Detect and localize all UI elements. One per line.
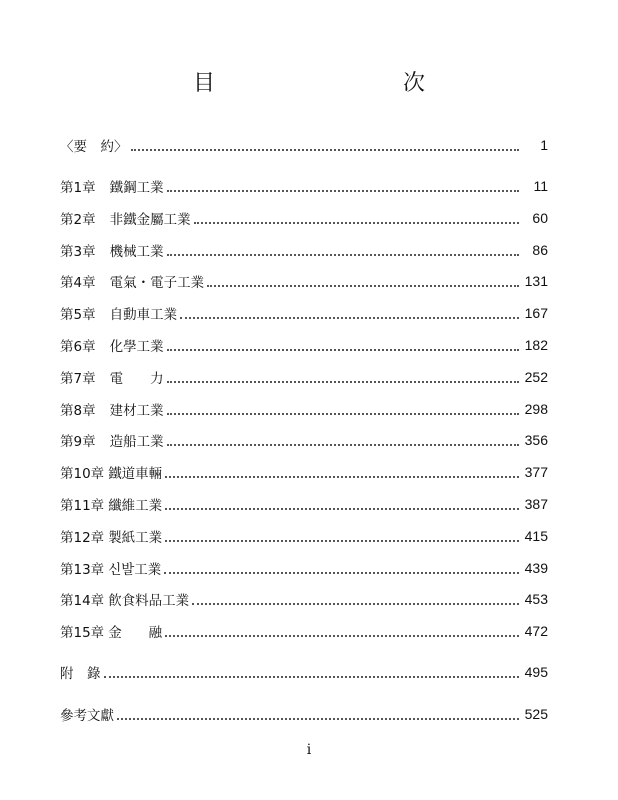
chapter-title: 金 融 xyxy=(108,625,163,642)
dot-leader xyxy=(194,210,519,224)
chapter-number: 第1章 xyxy=(60,180,96,196)
chapter-title: 鐵道車輛 xyxy=(108,466,163,483)
table-of-contents xyxy=(60,0,548,800)
toc-page-number: 298 xyxy=(524,400,548,417)
chapter-title: 鐵鋼工業 xyxy=(109,180,164,196)
toc-page-number: 356 xyxy=(524,432,548,449)
toc-entry-chapter[interactable] xyxy=(60,526,548,546)
toc-entry-label: 參考文獻 xyxy=(60,708,114,724)
chapter-number: 第11章 xyxy=(60,498,105,514)
toc-entry-chapter[interactable] xyxy=(60,367,548,387)
chapter-title: 機械工業 xyxy=(109,243,164,260)
dot-leader xyxy=(165,528,519,542)
toc-page-number: 439 xyxy=(524,559,548,576)
toc-page-number: 472 xyxy=(524,623,548,640)
dot-leader xyxy=(165,496,519,510)
toc-entry-chapter[interactable] xyxy=(60,240,548,260)
chapter-number: 第4章 xyxy=(60,275,96,292)
chapter-title: 造船工業 xyxy=(109,434,164,451)
toc-page-number: 387 xyxy=(524,496,548,512)
dot-leader xyxy=(165,623,519,637)
toc-page-number: 131 xyxy=(524,273,548,290)
chapter-title: 建材工業 xyxy=(109,402,164,419)
chapter-number: 第13章 xyxy=(60,561,105,578)
dot-leader xyxy=(167,432,519,446)
toc-page-number: 415 xyxy=(524,527,548,544)
chapter-title: 化學工業 xyxy=(109,339,164,355)
dot-leader xyxy=(164,560,519,574)
toc-entry-chapter[interactable] xyxy=(60,399,548,419)
toc-page-number: 182 xyxy=(524,337,548,353)
chapter-title: 電 力 xyxy=(109,370,164,387)
toc-page-number: 11 xyxy=(533,178,548,194)
toc-page-number: 60 xyxy=(532,209,548,226)
toc-page-number: 495 xyxy=(524,664,548,680)
chapter-number: 第9章 xyxy=(60,434,96,451)
toc-entry-chapter[interactable] xyxy=(60,176,548,196)
chapter-title: 電氣・電子工業 xyxy=(109,275,205,292)
toc-page-number: 453 xyxy=(524,591,548,608)
chapter-number: 第7章 xyxy=(60,370,96,387)
toc-entry-chapter[interactable] xyxy=(60,494,548,514)
chapter-number: 第12章 xyxy=(60,529,105,546)
toc-page-number: 86 xyxy=(532,241,548,258)
chapter-title: 非鐵金屬工業 xyxy=(109,211,191,228)
dot-leader xyxy=(167,401,519,415)
toc-page-number: 377 xyxy=(524,464,548,481)
chapter-title: 自動車工業 xyxy=(109,307,178,324)
chapter-number: 第15章 xyxy=(60,625,105,642)
dot-leader xyxy=(167,337,519,351)
dot-leader xyxy=(167,369,519,383)
chapter-title: 製紙工業 xyxy=(108,529,163,546)
toc-entry-chapter[interactable] xyxy=(60,208,548,228)
page-number-footer: i xyxy=(306,742,312,758)
dot-leader xyxy=(207,273,519,287)
dot-leader xyxy=(192,591,519,605)
dot-leader xyxy=(165,464,519,478)
dot-leader xyxy=(167,242,519,256)
toc-entry-chapter[interactable] xyxy=(60,621,548,641)
chapter-title: 纖維工業 xyxy=(108,498,163,514)
toc-page-number: 525 xyxy=(524,706,548,722)
toc-entry-label: 附 錄 xyxy=(60,666,101,682)
chapter-title: 飮食料品工業 xyxy=(108,593,190,610)
toc-entry-chapter[interactable] xyxy=(60,335,548,355)
chapter-number: 第5章 xyxy=(60,307,96,324)
chapter-number: 第3章 xyxy=(60,243,96,260)
toc-entry-chapter[interactable] xyxy=(60,271,548,291)
dot-leader xyxy=(167,178,519,192)
toc-page-number: 1 xyxy=(540,137,548,153)
chapter-number: 第6章 xyxy=(60,339,96,355)
toc-page-number: 167 xyxy=(524,305,548,322)
toc-entry-chapter[interactable] xyxy=(60,558,548,578)
dot-leader xyxy=(104,664,520,678)
toc-entry-chapter[interactable] xyxy=(60,430,548,450)
chapter-number: 第8章 xyxy=(60,402,96,419)
toc-entry-appendix[interactable] xyxy=(60,662,548,682)
chapter-number: 第14章 xyxy=(60,593,105,610)
toc-page-number: 252 xyxy=(524,368,548,385)
chapter-number: 第10章 xyxy=(60,466,105,483)
toc-entry-summary[interactable] xyxy=(60,135,548,155)
toc-entry-label: 〈要 約〉 xyxy=(60,139,128,155)
chapter-number: 第2章 xyxy=(60,211,96,228)
toc-entry-chapter[interactable] xyxy=(60,303,548,323)
dot-leader xyxy=(117,706,519,720)
toc-entry-references[interactable] xyxy=(60,704,548,724)
dot-leader xyxy=(180,305,519,319)
toc-entry-chapter[interactable] xyxy=(60,589,548,609)
page-title: 目 次 xyxy=(192,71,473,96)
dot-leader xyxy=(131,137,520,151)
toc-entry-chapter[interactable] xyxy=(60,462,548,482)
chapter-title: 신발工業 xyxy=(108,561,162,578)
